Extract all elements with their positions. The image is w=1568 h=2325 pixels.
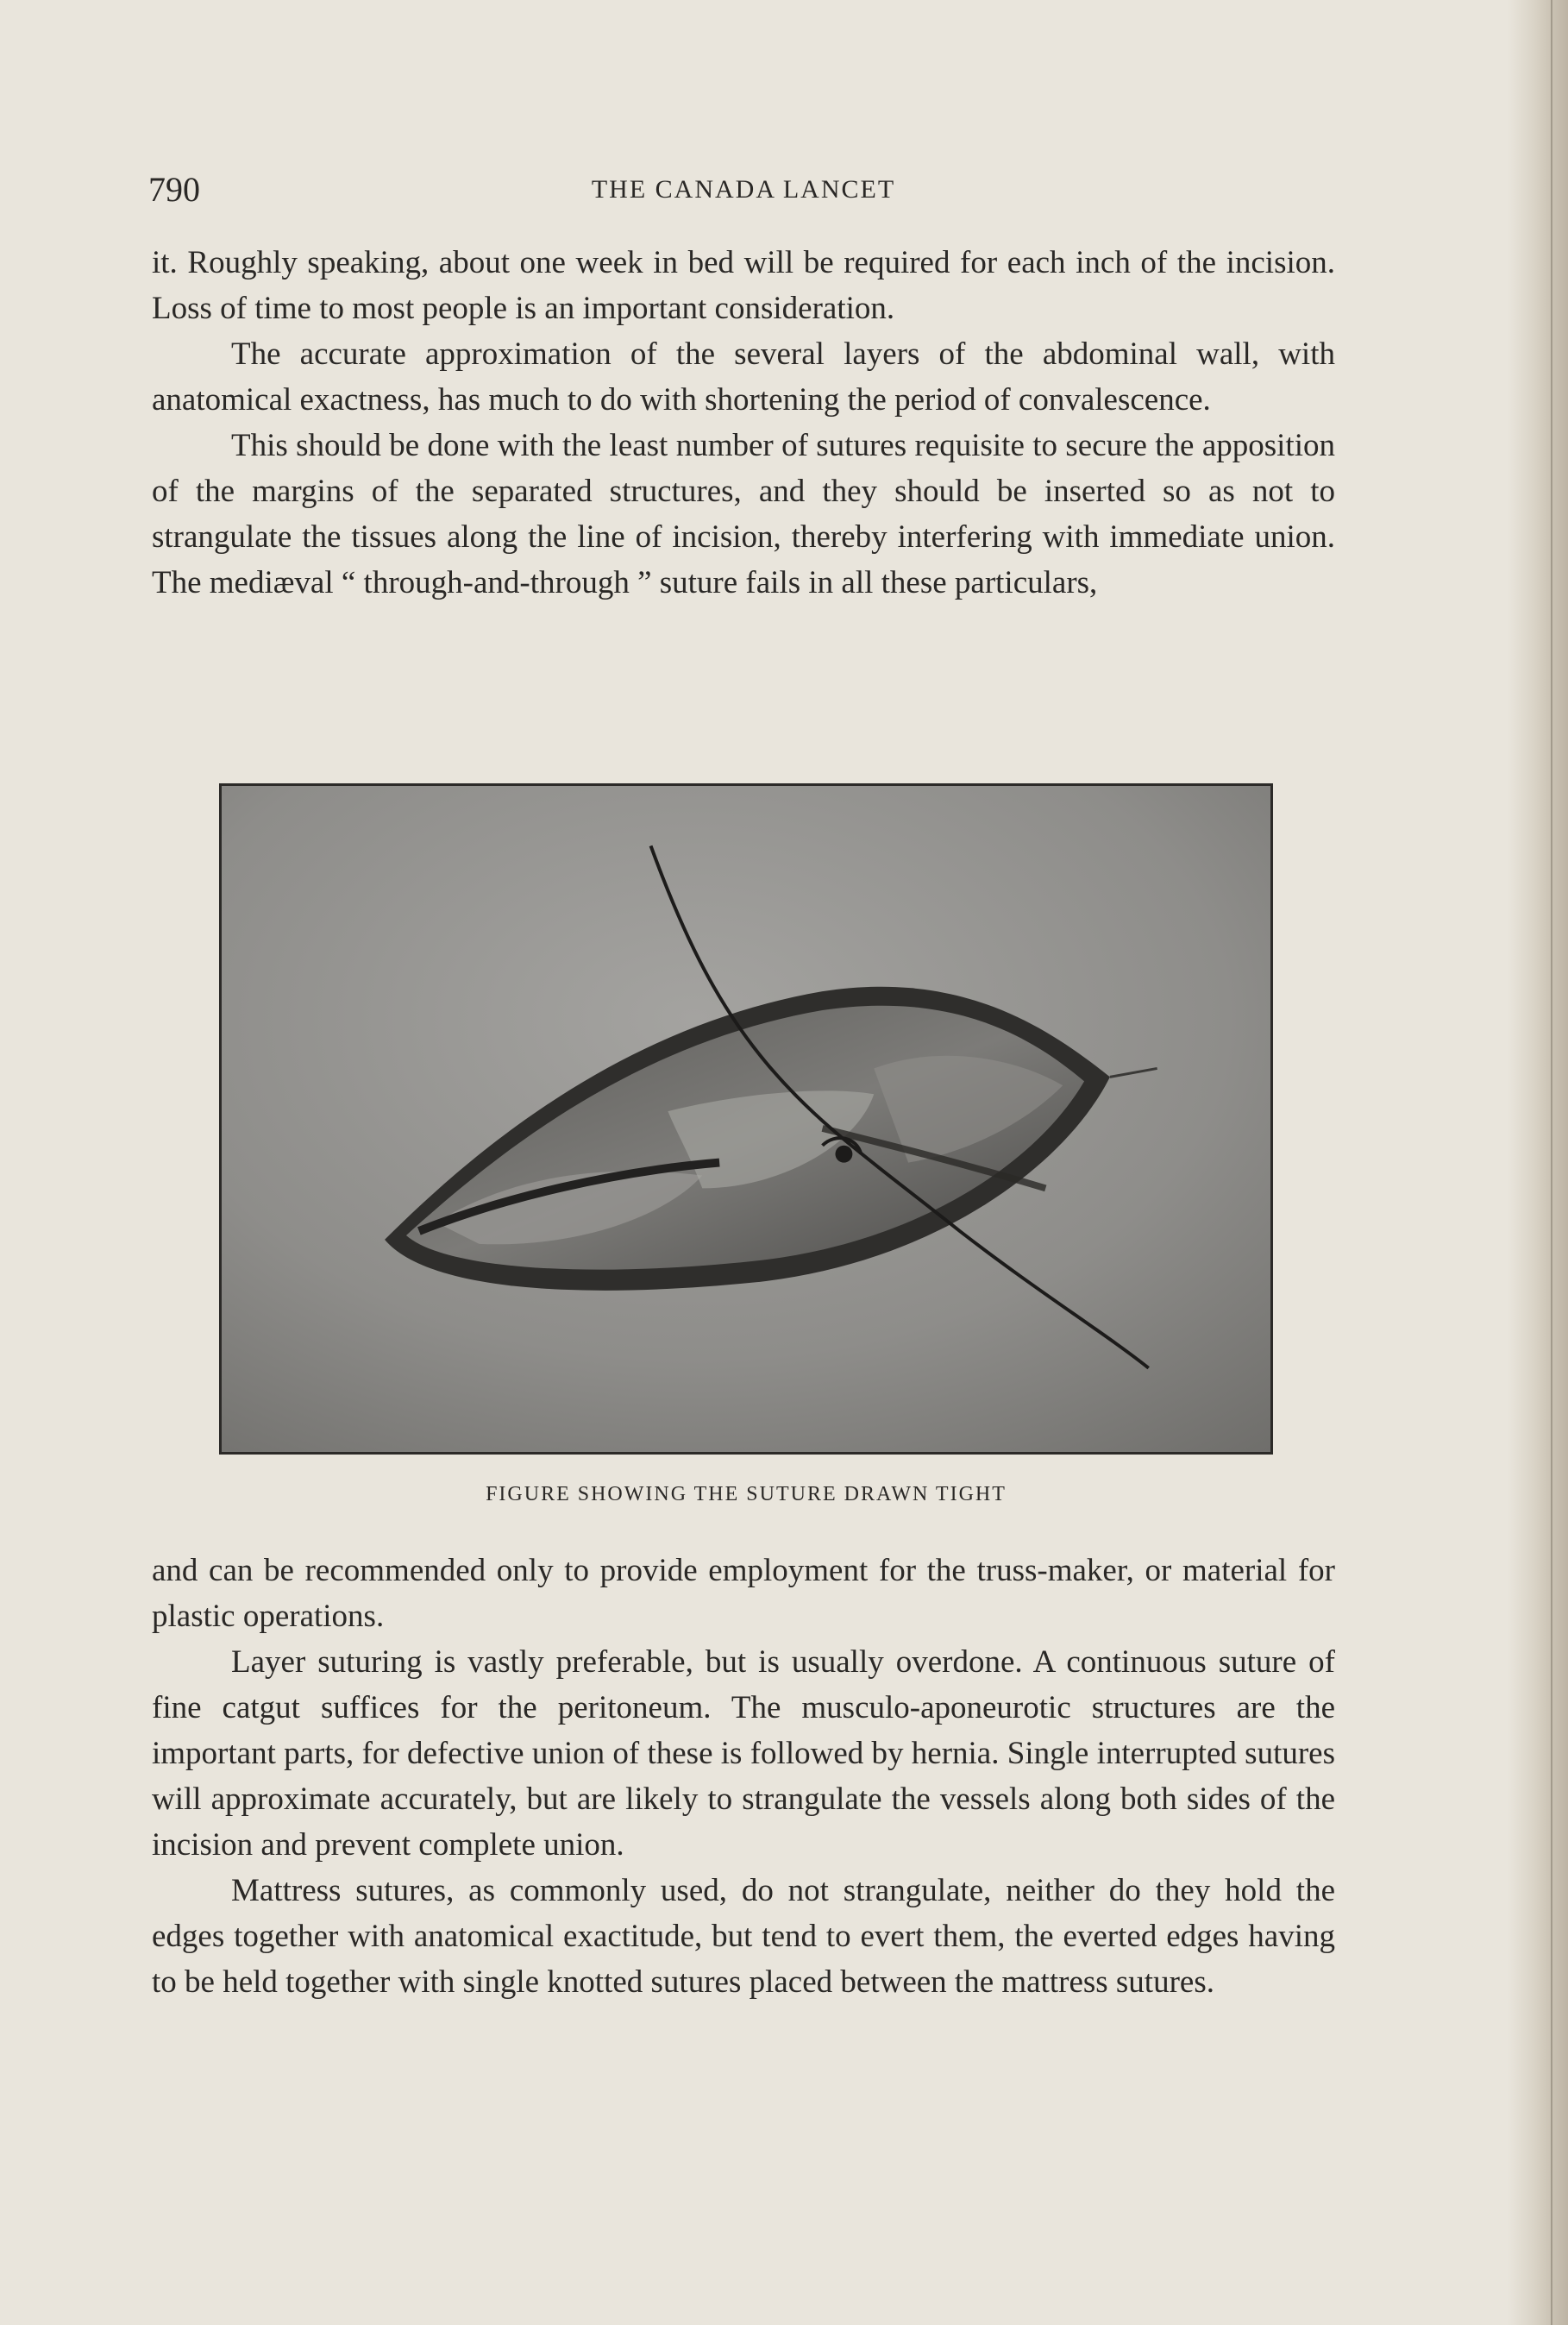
page-number: 790 [148,170,200,209]
surgical-figure-photo [219,783,1273,1455]
page-edge-line [1551,0,1552,2325]
figure-caption: FIGURE SHOWING THE SUTURE DRAWN TIGHT [486,1483,1007,1505]
running-head: THE CANADA LANCET [591,175,896,204]
body-text-bottom [152,1548,1335,2005]
paragraph: and can be recommended only to provide employment for the truss-maker, or material for plastic operations. [152,1553,1335,1634]
body-text-top [152,240,1335,606]
page-header [148,164,1339,216]
paragraph: Layer suturing is vastly preferable, but is usually overdone. A continuous suture of fine catgut suffices for the peritoneum. The musculo-aponeurotic structures are the important parts, for defective union of these is followed by hernia. Single interrupted sutures will approximate accurately, but are likely to strangulate the vessels along both sides of the incision and prevent complete union. [152,1644,1335,1863]
paragraph: This should be done with the least number of sutures requisite to secure the apposition of the margins of the separated structures, and they should be inserted so as not to strangulate the tissues along the line of incision, thereby interfering with immediate union. The mediæval “ through-and-through ” suture fails in all these particulars, [152,428,1335,600]
paragraph: The accurate approximation of the several layers of the abdominal wall, with anatomical exactness, has much to do with shortening the period of convalescence. [152,336,1335,418]
paragraph: it. Roughly speaking, about one week in bed will be required for each inch of the incision. Loss of time to most people is an important consideration. [152,245,1335,326]
page-binding-shadow [1508,0,1568,2325]
paragraph: Mattress sutures, as commonly used, do not strangulate, neither do they hold the edges together with anatomical exactitude, but tend to evert them, the everted edges having to be held together with single knotted sutures placed between the mattress sutures. [152,1873,1335,2000]
incision-illustration [222,786,1270,1452]
